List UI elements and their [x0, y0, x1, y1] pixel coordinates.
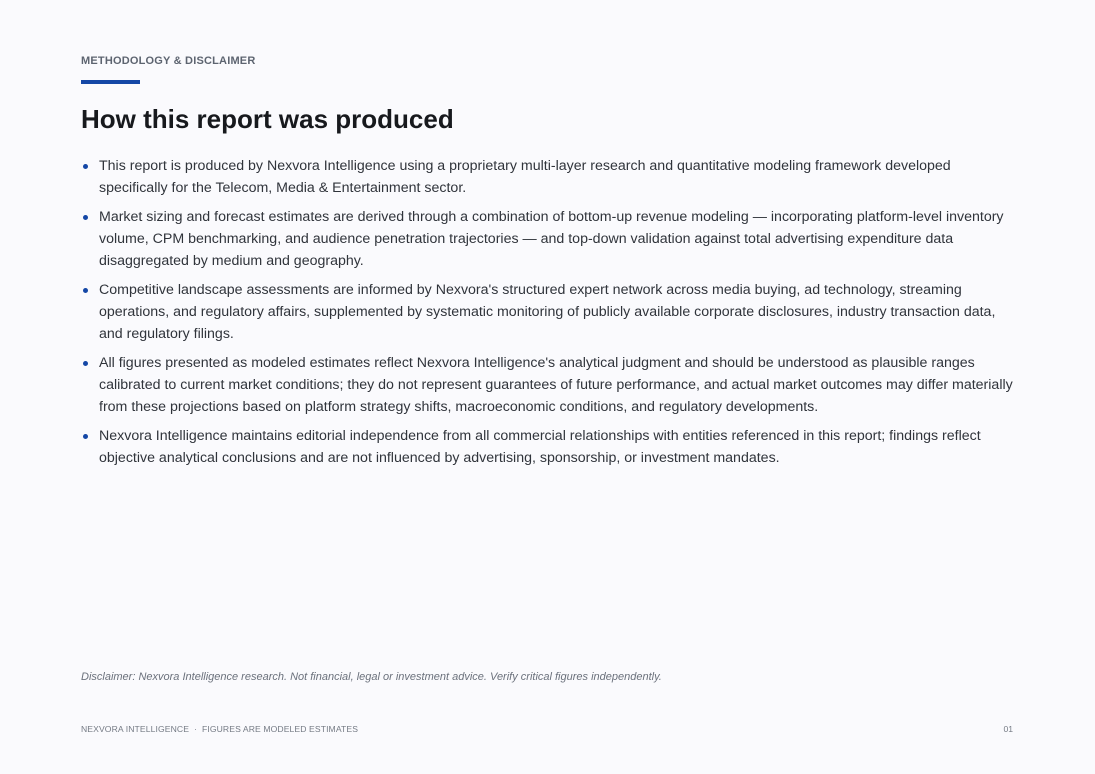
footer-separator: ·	[194, 724, 197, 734]
section-label: METHODOLOGY & DISCLAIMER	[81, 55, 256, 67]
footer-brand: NEXVORA INTELLIGENCE	[81, 724, 190, 734]
list-item	[81, 352, 1016, 418]
list-item-text: Nexvora Intelligence maintains editorial independence from all commercial relationships with entities referenced in this report; findings reflect objective analytical conclusions and are not influenced by advertising, sponsorship, or investment mandates.	[99, 428, 981, 466]
disclaimer-text: Disclaimer: Nexvora Intelligence research. Not financial, legal or investment advice. Verify critical figures independently.	[81, 671, 662, 683]
bullet-icon	[83, 288, 88, 293]
page-title: How this report was produced	[81, 104, 454, 134]
page-number: 01	[1003, 724, 1013, 734]
bullet-icon	[83, 215, 88, 220]
accent-bar	[81, 80, 140, 84]
list-item-text: Competitive landscape assessments are informed by Nexvora's structured expert network across media buying, ad technology, streaming operations, and regulatory affairs, supplemented by systematic monitoring of publicly available corporate disclosures, industry transaction data, and regulatory filings.	[99, 282, 996, 342]
bullet-icon	[83, 434, 88, 439]
footer-note: FIGURES ARE MODELED ESTIMATES	[202, 724, 359, 734]
list-item-text: All figures presented as modeled estimates reflect Nexvora Intelligence's analytical judgment and should be understood as plausible ranges calibrated to current market conditions; they do not represent guarantees of future performance, and actual market outcomes may differ materially from these projections based on platform strategy shifts, macroeconomic conditions, and regulatory developments.	[99, 355, 1013, 415]
list-item	[81, 425, 1016, 469]
footer-left	[81, 724, 358, 734]
list-item	[81, 279, 1016, 345]
list-item-text: Market sizing and forecast estimates are derived through a combination of bottom-up revenue modeling — incorporating platform-level inventory volume, CPM benchmarking, and audience penetration trajectories — and top-down validation against total advertising expenditure data disaggregated by medium and geography.	[99, 209, 1004, 269]
methodology-list	[81, 155, 1016, 476]
list-item	[81, 155, 1016, 199]
bullet-icon	[83, 361, 88, 366]
bullet-icon	[83, 164, 88, 169]
list-item-text: This report is produced by Nexvora Intelligence using a proprietary multi-layer research and quantitative modeling framework developed specifically for the Telecom, Media & Entertainment sector.	[99, 158, 951, 196]
list-item	[81, 206, 1016, 272]
